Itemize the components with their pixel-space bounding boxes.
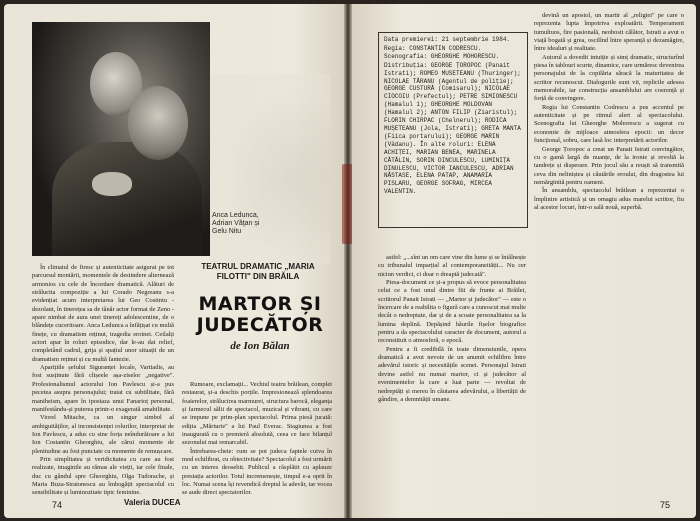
theatre-name: TEATRUL DRAMATIC „MARIA FILOTTI" DIN BRĂILA: [201, 262, 315, 281]
photo-figure: [52, 142, 202, 256]
page-number-right: 75: [660, 500, 671, 510]
book-gutter: [344, 4, 352, 518]
paragraph: În ansamblu, spectacolul brăilean a reprezentat o împlinire artistică și un omagiu adus marelui scriitor, fiu al acestor locuri, într-o sală nouă, superbă.: [534, 187, 684, 211]
paragraph: devină un apostol, un martir al „religiei" pe care o reprezenta lupta împotriva exploatării. Temperament tumultuos, fire pasională, neobosit călător, Istrati a avut o viață bogată și grea, oscilînd între speranță și dezamăgire, între idealuri și realitate.: [534, 12, 684, 53]
photo-caption: Anca Ledunca, Adrian Văţan și Gelu Nitu: [212, 212, 260, 236]
paragraph: În climatul de firesc și autenticitate asigurat pe tot parcursul montării, momentele de destindere alternează armonios cu cele de încordare dramatică. Alături de strălucita compoziție a lui Corado Negreanu s-a evidențiat acum interpretarea lui Geo Costiniu - dezolant, în tinerețea sa de tânăr actor format de Zeno - apare nimbat de aura unei tinereți adolescentine, de o blândețe cuceritoare. Anca Ledunca a înfățișat cu multă finețe, cu dramatism reținut, tragedia eroinei. Ceilalți actori apar în roluri episodice, dar le-au dat relief, completând cadrul, grija și spațiul unor situații de un dramatism reținut și cu multă fantezie.: [32, 264, 174, 363]
paragraph: Pentru a fi credibilă în toate dimensiunile, opera dramatică a avut nevoie de un anumit echilibru între adevărul istoric și necesitățile scenei. Personajul Istrati devine astfel nu numai martor, ci și judecător al evenimentelor la care a luat parte — revoltat de nedreptăți și mereu în căutarea adevărului, a libertății de gândire, a demnității umane.: [378, 345, 526, 403]
article-title: MARTOR ȘI JUDECĂTOR: [196, 293, 324, 336]
credits-box: [378, 32, 528, 228]
credits-cast: Distribuția: GEORGE ȚOROPOC (Panait Istrati); ROMEO MUSETEANU (Thuringer); NICOLAE TĂRANU (Agentul de poliție); GEORGE CUSTURĂ (Comisarul); NICOLAE CIOCOIU (Prefectul); PETRE SIMIONESCU (Hamalul 1); GHEORGHE MOLDOVAN (Hamalul 2); ANTON FILIP (Ziaristul); FLORIN CHIRPAC (Chelnerul); RODICA MUȘETEANU (Jola, Istrati); GRETA MANTA (Fiica portarului); GEORGE MARIN (Vădanu). În alte roluri: ELENA ACHIȚEI, MARIAN BENEA, MARINELA CĂTĂLIN, SORIN DINCULESCU, LUMINIȚA DINULESCU, VICTOR IANCULESCU, ADRIAN NĂSTASE, ELENA PATAP, ANAMARIA PISLARU, GEORGE SOFRAG, MIRCEA VALENTIN.: [384, 61, 521, 196]
paragraph: astfel: „...sînt un om care vine din lume și se întâlnește cu tribunalul imparțial al contemporaneității... Nu cer niciun verdict, ci doar o dreaptă judecată".: [378, 254, 526, 278]
paragraph: Regia lui Constantin Codrescu a pus accentul pe autenticitate și pe ritmul alert al spectacolului. Scenografia lui Gheorghe Mohorescu a sugerat cu economie de mijloace atmosfera epocii: un decor funcțional, sobru, care lasă loc interpretării actorilor.: [534, 103, 684, 145]
credits-date: Data premierei: 21 septembrie 1984.: [384, 36, 511, 43]
left-page: [4, 4, 344, 518]
photo-face: [128, 86, 188, 160]
photo-hand: [92, 172, 132, 196]
paragraph: Prin simplitatea și veridicitatea cu care au fost realizate, imaginile au rămas ale vieții, iar cele finale, duc cu gândul spre Gheorghiu, Olga Tudorache, și Maria Buza-Stratonescu au îmbogățit spectacolul cu sensibilitate și luminozitate tipic feminine.: [32, 455, 174, 497]
paragraph: Viorel Mitache, ca un singur simbol al ambiguităților, al inconsistenței rolurilor, interpretat de Ion Pavlescu, a adus cu sine forța neîndurătoare a lui Ion Costantin Gheorghiu, ale cărui momente de plenitudine au fost punctate cu momente de remușcare.: [32, 414, 174, 455]
right-page: [352, 4, 696, 518]
author-signature: Valeria DUCEA: [124, 498, 181, 507]
paragraph: Întrebarea-cheie: cum se pot judeca faptele cuiva în mod echilibrat, cu obiectivitate? Spectacolul a fost urmărit cu un interes deosebit. Publicul a răsplătit cu aplauze prestația actorilor. Totul incremenește, timpul e-a oprit în loc. Numai scena își revendică dreptul la adevăr, iar vocea se aude direct spectatorilor.: [182, 447, 332, 497]
left-column-2: [182, 381, 332, 498]
paragraph: Piesa-document ce și-a propus să evoce personalitatea celui ce a fost unul dintre fiii de frunte ai Brăilei, scriitorul Panait Istrati — „Martor și judecător" — este o încercare de a reabilita o figură care a cunoscut mai multe decât o nedreptate, dar și de a scoate personalitatea sa la lumina deplină. Depășind hăurile fișelor biografice pentru a da spectacolului caracter de document, autorul a reconstituit o atmosferă, o epocă.: [378, 279, 526, 345]
magazine-spread: [4, 4, 696, 518]
right-column-2: [534, 12, 684, 212]
paragraph: Aparițiile șefului Siguranței locale, Vartiadis, au fost susținute fără clișeele așa-ziselor „negative". Profesionalismul actorului Ion Pavlescu și-a pus pecetea asupra personajului; tratat cu subtilitate, fără maniheism, apare în ipostaza unui Fanarioț personal, manifestându-și puterea printr-o exagerată amabilitate.: [32, 364, 174, 413]
paragraph: George Țoropoc a creat un Panait Istrati convingător, cu o gamă largă de nuanțe, de la ironie și revoltă la tandrețe și disperare. Prin jocul său a reușit să transmită ceva din neliniștea și căutările eroului, din dragostea lui nemărginită pentru oameni.: [534, 145, 684, 186]
right-column-1: [378, 254, 526, 404]
page-number-left: 74: [52, 500, 63, 510]
paragraph: Rumoare, exclamații... Vechiul teatru brăilean, complet restaurat, și-a deschis porțile. Impresionează splendoarea foaierelor, strălucirea marmurei, structura barocă, eleganța și farmecul sălii de spectacol, muzical și vibrant, cu care se impune pe prim-plan spectacolul. Prima piesă jucată: ediția „Mărturie" a lui Paul Everac. Stagiunea a fost inaugurată cu o premieră absolută, ceea ce face bilanțul sezonului mai remarcabil.: [182, 381, 332, 447]
credits-direction: Regia: CONSTANTIN CODRESCU. Scenografia: GHEORGHE MOHORESCU.: [384, 44, 500, 60]
left-column-1: [32, 264, 174, 498]
article-byline: de Ion Bălan: [230, 340, 290, 352]
paragraph: Autorul a dovedit intuiție și simț dramatic, structurînd piesa în tablouri scurte, dinamice, care urmăresc devenirea personajului de la copilăria săracă la maturitatea de scriitor recunoscut. Dialogurile sunt vii, replicile adesea memorabile, iar construcția ansamblului are coerență și forță de convingere.: [534, 53, 684, 103]
production-photo: [32, 22, 210, 256]
